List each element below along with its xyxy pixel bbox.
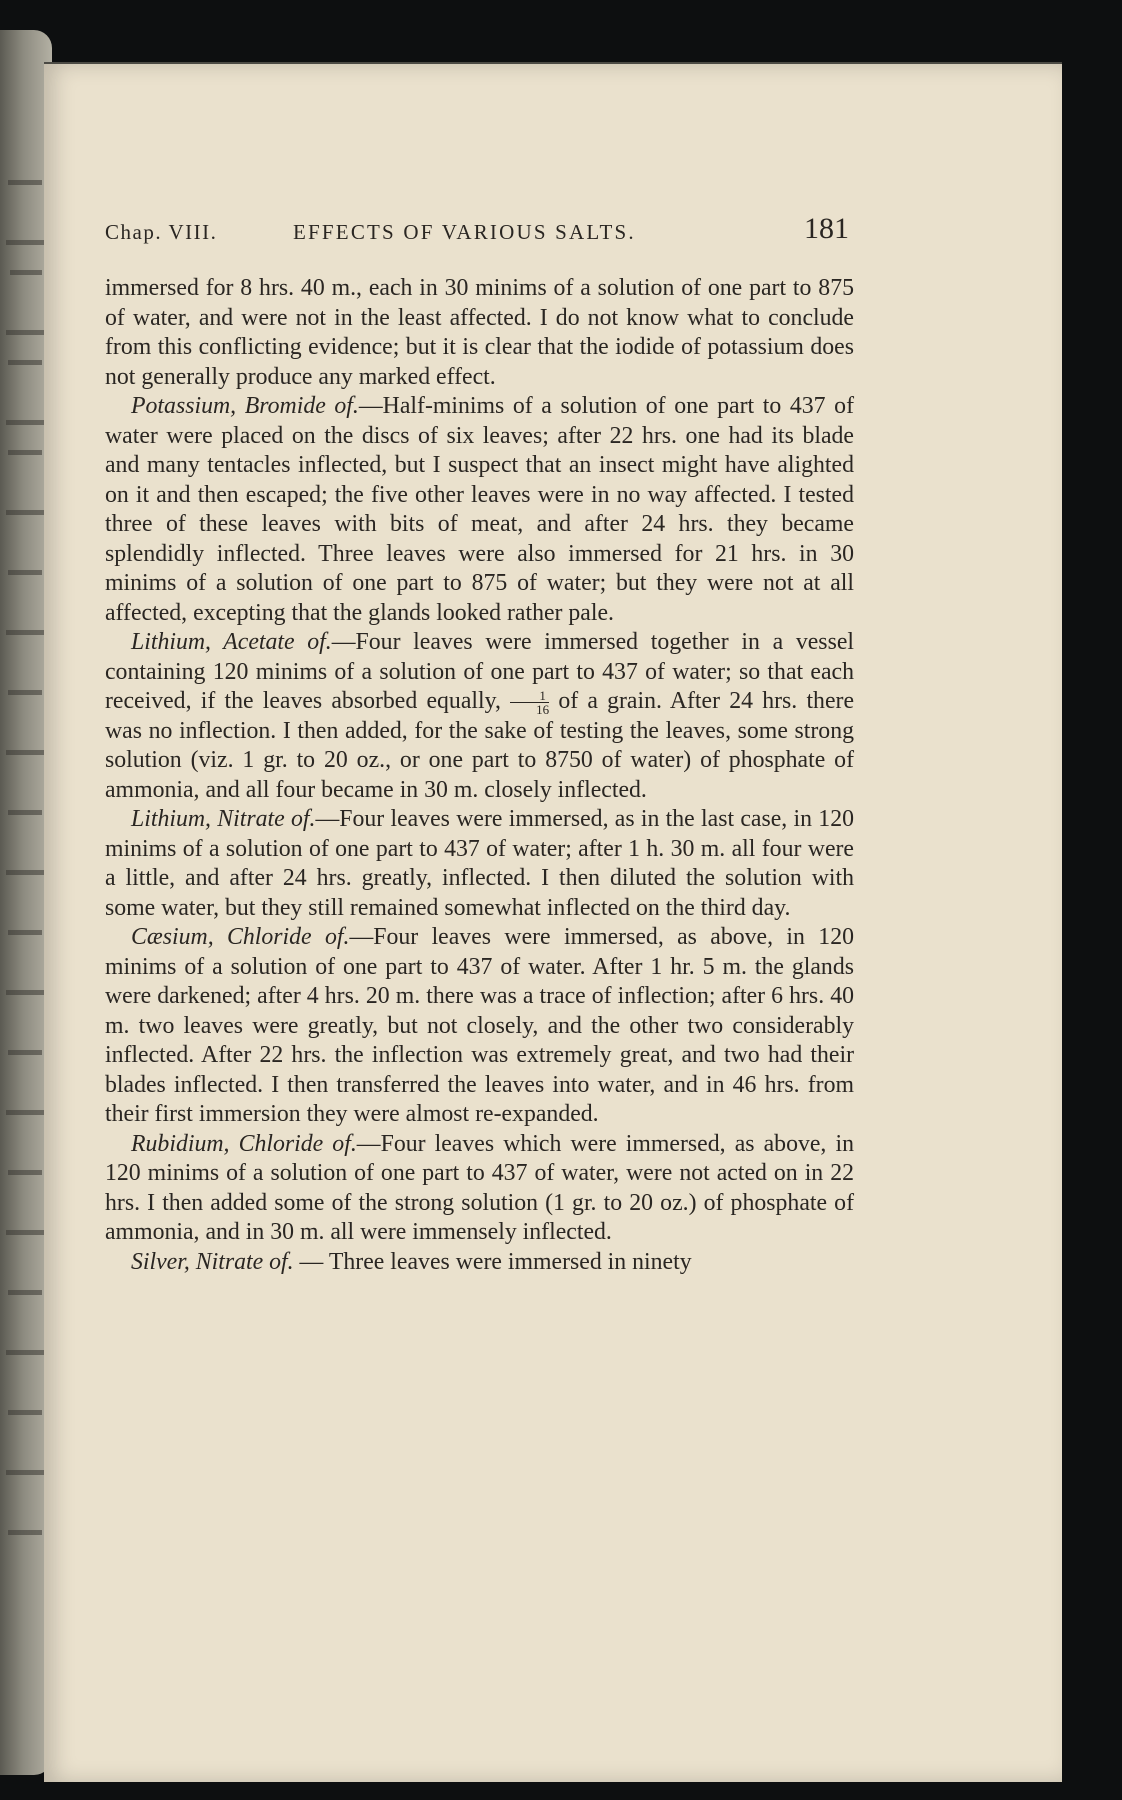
bleed-mark [8, 1050, 42, 1055]
fraction [510, 689, 549, 716]
paragraph-iodide-continued: immersed for 8 hrs. 40 m., each in 30 minims of a solution of one part to 875 of water, and were not in the least affected. I do not know what to conclude from this conflicting evidence; but it is clear that the iodide of potassium does not generally produce any marked effect. [105, 275, 854, 390]
paragraph-heading: Rubidium, Chloride of. [131, 1130, 357, 1157]
paragraph-text: —Four leaves which were immersed, as above, in 120 minims of a solution of one part to 437 of water, were not acted on in 22 hrs. I then added some of the strong solution (1 gr. to 20 oz.) of phosphate of ammonia, and in 30 m. all were immensely inflected. [105, 1130, 854, 1245]
page-number: 181 [804, 212, 849, 245]
bleed-mark [8, 810, 42, 815]
paragraph-heading: Lithium, Nitrate of. [131, 806, 316, 832]
bleed-mark [8, 570, 42, 575]
bleed-mark [6, 420, 44, 425]
paragraph-heading: Cæsium, Chloride of. [131, 924, 350, 950]
bleed-mark [6, 630, 44, 635]
bleed-mark [8, 1410, 42, 1415]
bleed-mark [8, 1170, 42, 1175]
bleed-mark [6, 510, 44, 515]
bleed-mark [8, 450, 42, 455]
bleed-mark [8, 1530, 42, 1535]
bleed-mark [8, 1290, 42, 1295]
bleed-mark [8, 360, 42, 365]
running-title: EFFECTS OF VARIOUS SALTS. [293, 220, 636, 244]
page-body [105, 274, 854, 1277]
bleed-mark [6, 330, 44, 335]
paragraph-text: —Half-minims of a solution of one part to 437 of water were placed on the discs of six leaves; after 22 hrs. one had its blade and many tentacles inflected, but I suspect that an insect might have alighted on it and then escaped; the five other leaves were in no way affected. I tested three of these leaves with bits of meat, and after 24 hrs. they became splendidly inflected. Three leaves were also immersed for 21 hrs. in 30 minims of a solution of one part to 875 of water; but they were not at all affected, excepting that the glands looked rather pale. [105, 393, 854, 626]
bleed-mark [6, 1110, 44, 1115]
paragraph-heading: Silver, Nitrate of. [131, 1248, 294, 1275]
paragraph-heading: Potassium, Bromide of. [131, 393, 359, 419]
running-header [105, 212, 849, 252]
book-page [44, 62, 1062, 1782]
paragraph-text: —Four leaves were immersed, as above, in 120 minims of a solution of one part to 437 of water. After 1 hr. 5 m. the glands were darkened; after 4 hrs. 20 m. there was a trace of inflection; after 6 hrs. 40 m. two leaves were greatly, but not closely, and the other two considerably inflected. After 22 hrs. the inflection was extremely great, and two had their blades inflected. I then transferred the leaves into water, and in 46 hrs. from their first immersion they were almost re-expanded. [105, 924, 854, 1127]
bleed-mark [8, 930, 42, 935]
bleed-mark [6, 1470, 44, 1475]
bleed-mark [6, 990, 44, 995]
paragraph-heading: Lithium, Acetate of. [131, 629, 332, 655]
chapter-label: Chap. VIII. [105, 220, 218, 244]
bleed-mark [6, 1230, 44, 1235]
paragraph-lithium-nitrate [105, 805, 854, 923]
paragraph-caesium-chloride [105, 923, 854, 1130]
paragraph-text: —Four leaves were immersed, as in the last case, in 120 minims of a solution of one part to 437 of water; after 1 h. 30 m. all four were a little, and after 24 hrs. greatly, inflected. I then diluted the solution with some water, but they still remained somewhat inflected on the third day. [105, 806, 855, 921]
paragraph-text: — Three leaves were immersed in ninety [293, 1248, 692, 1275]
bleed-mark [6, 870, 44, 875]
bleed-mark [6, 750, 44, 755]
bleed-mark [6, 240, 44, 245]
paragraph-text: of a grain. After 24 hrs. there was no inflection. I then added, for the sake of testing the leaves, some strong solution (viz. 1 gr. to 20 oz., or one part to 8750 of water) of phosphate of ammonia, and all four became in 30 m. closely inflected. [105, 688, 855, 803]
paragraph-rubidium-chloride [105, 1130, 854, 1248]
paragraph-silver-nitrate [105, 1248, 854, 1278]
fraction-denominator: 16 [536, 702, 550, 718]
bleed-mark [6, 1350, 44, 1355]
bleed-mark [8, 180, 42, 185]
paragraph-lithium-acetate [105, 628, 854, 805]
bleed-mark [8, 690, 42, 695]
paragraph-potassium-bromide [105, 392, 854, 628]
fraction-numerator: 1 [510, 689, 549, 703]
bleed-mark [10, 270, 42, 275]
paragraph-text: —Four leaves were immersed together in a vessel containing 120 minims of a solution of one part to 437 of water; so that each received, if the leaves absorbed equally, [105, 629, 855, 714]
